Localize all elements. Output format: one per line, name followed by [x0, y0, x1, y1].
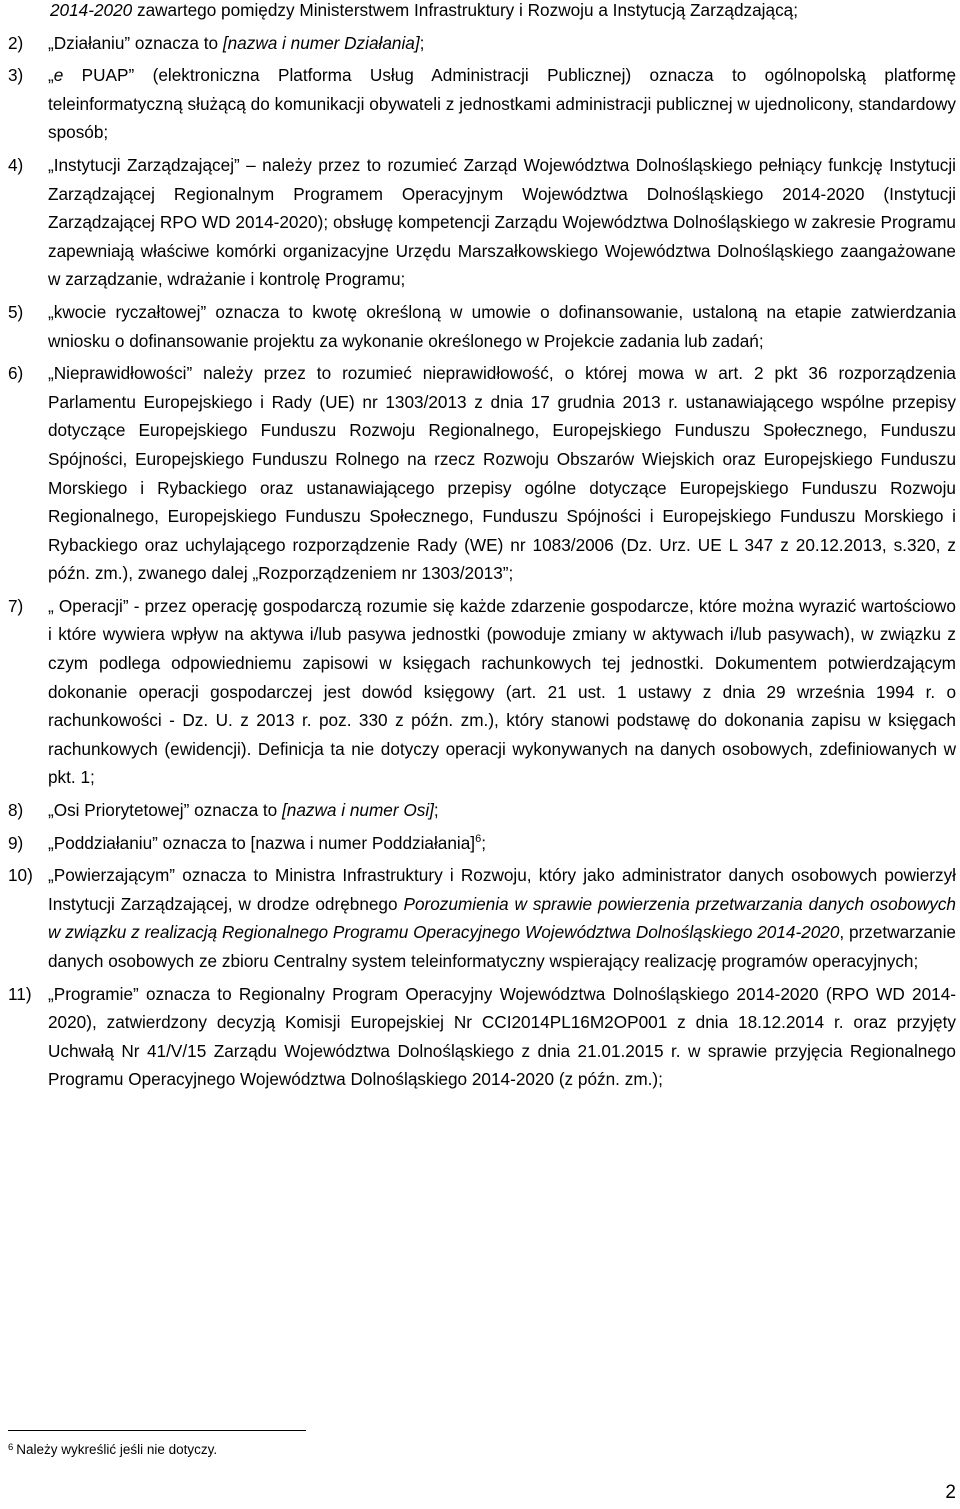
list-item-number: 9): [8, 832, 24, 853]
list-item-number: 11): [8, 983, 32, 1004]
footnote: [8, 1441, 217, 1459]
intro-text: zawartego pomiędzy Ministerstwem Infrastruktury i Rozwoju a Instytucją Zarządzającą;: [132, 0, 798, 20]
list-item-text-part: „Nieprawidłowości” należy przez to rozumieć nieprawidłowość, o której mowa w art. 2 pkt 36 rozporządzenia Parlamentu Europejskiego i Rady (UE) nr 1303/2013 z dnia 17 grudnia 2013 r. ustanawiającego wspólne przepisy dotyczące Europejskiego Funduszu Rozwoju Regionalnego, Europejskiego Funduszu Społecznego, Funduszu Spójności, Europejskiego Funduszu Rolnego na rzecz Rozwoju Obszarów Wiejskich oraz Europejskiego Funduszu Morskiego i Rybackiego oraz ustanawiającego przepisy ogólne dotyczące Europejskiego Funduszu Rozwoju Regionalnego, Europejskiego Funduszu Społecznego, Funduszu Spójności i Europejskiego Funduszu Morskiego i Rybackiego oraz uchylającego rozporządzenie Rady (WE) nr 1083/2006 (Dz. Urz. UE L 347 z 20.12.2013, s.320, z późn. zm.), zwanego dalej „Rozporządzeniem nr 1303/2013”;: [48, 363, 956, 584]
list-item: [0, 861, 960, 975]
list-item-text-part: „Osi Priorytetowej” oznacza to: [48, 800, 283, 821]
list-item-number: 6): [8, 363, 24, 384]
footnote-divider: [8, 1430, 306, 1431]
list-item-text-part: ;: [419, 32, 425, 53]
list-item-text-part: , przetwarzanie danych osobowych ze zbioru Centralny system teleinformatyczny wspierający realizację programów operacyjnych;: [48, 922, 956, 971]
list-item-italic-part: Porozumienia w sprawie powierzenia przetwarzania danych osobowych w związku z realizacją Regionalnego Programu Operacyjnego Województwa Dolnośląskiego 2014-2020: [48, 893, 956, 943]
list-item-italic-part: e: [53, 65, 64, 86]
list-item-text: [48, 980, 960, 1094]
list-item: [0, 592, 960, 792]
list-item-text: [48, 29, 960, 58]
intro-italic: 2014-2020: [50, 0, 133, 20]
list-item-text: [48, 61, 960, 147]
list-item-number: 3): [8, 65, 24, 86]
definitions-list: [0, 29, 960, 1094]
footnote-reference: 6: [475, 832, 482, 845]
list-item: [0, 980, 960, 1094]
list-item-number: 8): [8, 800, 24, 821]
list-item-number: 2): [8, 32, 24, 53]
list-item-text-part: „: [48, 65, 54, 86]
list-item: [0, 796, 960, 825]
list-item-text-part: „Poddziałaniu” oznacza to [nazwa i numer Poddziałania]: [48, 832, 476, 853]
list-item-italic-part: [nazwa i numer Działania]: [222, 32, 420, 53]
list-item: [0, 298, 960, 355]
list-item-text-part: „ Operacji” - przez operację gospodarczą rozumie się każde zdarzenie gospodarcze, które można wyrazić wartościowo i które wywiera wpływ na aktywa i/lub pasywa jednostki (powoduje zmiany w aktywach i/lub pasywach), w związku z czym podlega odpowiedniemu zapisowi w księgach rachunkowych tej jednostki. Dokumentem potwierdzającym dokonanie operacji gospodarczej jest dowód księgowy (art. 21 ust. 1 ustawy z dnia 29 września 1994 r. o rachunkowości - Dz. U. z 2013 r. poz. 330 z późn. zm.), który stanowi podstawę do dokonania zapisu w księgach rachunkowych (ewidencji). Definicja ta nie dotyczy operacji wykonywanych na danych osobowych, zdefiniowanych w pkt. 1;: [48, 595, 956, 788]
list-item-text-part: „Programie” oznacza to Regionalny Program Operacyjny Województwa Dolnośląskiego 2014-2020 (RPO WD 2014-2020), zatwierdzony decyzją Komisji Europejskiej Nr CCI2014PL16M2OP001 z dnia 18.12.2014 r. oraz przyjęty Uchwałą Nr 41/V/15 Zarządu Województwa Dolnośląskiego z dnia 21.01.2015 r. w sprawie przyjęcia Regionalnego Programu Operacyjnego Województwa Dolnośląskiego 2014-2020 (z późn. zm.);: [48, 983, 956, 1090]
list-item-text-part: „Działaniu” oznacza to: [48, 32, 223, 53]
list-item: [0, 829, 960, 858]
list-item-italic-part: [nazwa i numer Osi]: [282, 800, 434, 821]
list-item: [0, 29, 960, 58]
list-item-text-part: „Instytucji Zarządzającej” – należy przez to rozumieć Zarząd Województwa Dolnośląskiego pełniący funkcję Instytucji Zarządzającej Regionalnym Programem Operacyjnym Województwa Dolnośląskiego 2014-2020 (Instytucji Zarządzającej RPO WD 2014-2020); obsługę kompetencji Zarządu Województwa Dolnośląskiego w zakresie Programu zapewniają właściwe komórki organizacyjne Urzędu Marszałkowskiego Województwa Dolnośląskiego zaangażowane w zarządzanie, wdrażanie i kontrolę Programu;: [48, 154, 956, 290]
list-item-number: 7): [8, 595, 24, 616]
list-item-text: [48, 151, 960, 294]
list-item-number: 10): [8, 865, 33, 886]
list-item-text-part: ;: [433, 800, 439, 821]
footnote-mark: 6: [8, 1442, 14, 1453]
list-item-text-part: „kwocie ryczałtowej” oznacza to kwotę określoną w umowie o dofinansowanie, ustaloną na etapie zatwierdzania wniosku o dofinansowanie projektu za wykonanie określonego w Projekcie zadania lub zadań;: [48, 301, 956, 351]
list-item: [0, 61, 960, 147]
page-number: 2: [945, 1482, 956, 1503]
list-item: [0, 359, 960, 588]
intro-paragraph: [0, 0, 960, 25]
list-item-text: [48, 796, 960, 825]
list-item-text-part: „Powierzającym” oznacza to Ministra Infrastruktury i Rozwoju, który jako administrator danych osobowych powierzył Instytucji Zarządzającej, w drodze odrębnego: [48, 865, 956, 914]
list-item-text: [48, 829, 960, 858]
list-item-text: [48, 359, 960, 588]
list-item: [0, 151, 960, 294]
list-item-number: 5): [8, 301, 24, 322]
footnote-text: Należy wykreślić jeśli nie dotyczy.: [16, 1442, 218, 1457]
list-item-text: [48, 298, 960, 355]
list-item-text-part: PUAP” (elektroniczna Platforma Usług Administracji Publicznej) oznacza to ogólnopolską platformę teleinformatyczną służącą do komunikacji obywateli z jednostkami administracji publicznej w ujednolicony, standardowy sposób;: [48, 65, 956, 143]
list-item-text: [48, 592, 960, 792]
list-item-text: [48, 861, 960, 975]
list-item-number: 4): [8, 154, 24, 175]
list-item-text-part: ;: [481, 832, 486, 853]
